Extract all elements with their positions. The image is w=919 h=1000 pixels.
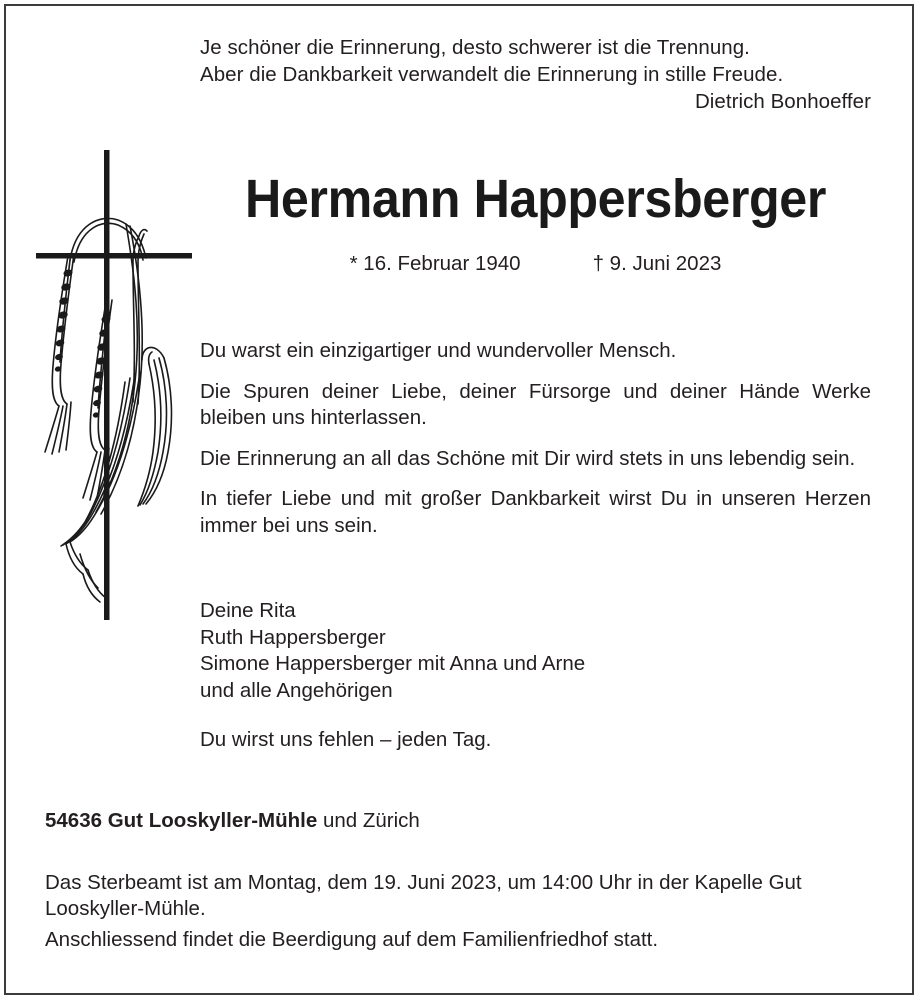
location-secondary: und Zürich: [317, 809, 420, 832]
wheat-ears-icon: [22, 140, 207, 630]
cross-horizontal-beam: [36, 253, 192, 259]
notice-footer: [45, 808, 875, 953]
deceased-name-block: [200, 170, 871, 228]
family-line-1: Deine Rita: [200, 599, 296, 622]
memorial-paragraph-1: Du warst ein einzigartiger und wundervoller Mensch.: [200, 339, 677, 362]
cross-with-wheat-emblem: [22, 140, 207, 630]
epigraph-line-1: Je schöner die Erinnerung, desto schwerer ist die Trennung.: [200, 36, 750, 59]
deceased-name: Hermann Happersberger: [244, 169, 827, 229]
cross-vertical-post: [104, 150, 110, 620]
family-line-4: und alle Angehörigen: [200, 678, 393, 702]
service-line-2: Anschliessend findet die Beerdigung auf dem Familienfriedhof statt.: [45, 927, 659, 951]
family-line-3: Simone Happersberger mit Anna und Arne: [200, 652, 586, 675]
wheat-ear-left: [45, 254, 74, 454]
closing-line: Du wirst uns fehlen – jeden Tag.: [200, 728, 492, 751]
bereaved-family-list: [200, 598, 871, 704]
memorial-paragraph-2: Die Spuren deiner Liebe, deiner Fürsorge und deiner Hände Werke bleiben uns hinterlassen.: [200, 379, 871, 429]
service-info: [45, 870, 875, 954]
epigraph-line-2: Aber die Dankbarkeit verwandelt die Erinnerung in stille Freude.: [200, 63, 784, 86]
memorial-paragraph-4: In tiefer Liebe und mit großer Dankbarkeit wirst Du in unseren Herzen immer bei uns sein.: [200, 487, 871, 537]
death-date: † 9. Juni 2023: [592, 252, 722, 275]
service-line-1: Das Sterbeamt ist am Montag, dem 19. Juni 2023, um 14:00 Uhr in der Kapelle Gut Looskyller-Mühle.: [45, 870, 802, 920]
birth-date: * 16. Februar 1940: [349, 252, 521, 275]
family-line-2: Ruth Happersberger: [200, 625, 386, 649]
wheat-leaf-right: [138, 347, 171, 506]
memorial-text: [200, 338, 871, 539]
epigraph-attribution: Dietrich Bonhoeffer: [694, 90, 871, 113]
location-place: 54636 Gut Looskyller-Mühle: [45, 809, 318, 832]
epigraph: [200, 34, 871, 115]
location-line: [45, 808, 875, 835]
memorial-paragraph-3: Die Erinnerung an all das Schöne mit Dir wird stets in uns lebendig sein.: [200, 446, 856, 470]
life-dates: [200, 251, 871, 277]
